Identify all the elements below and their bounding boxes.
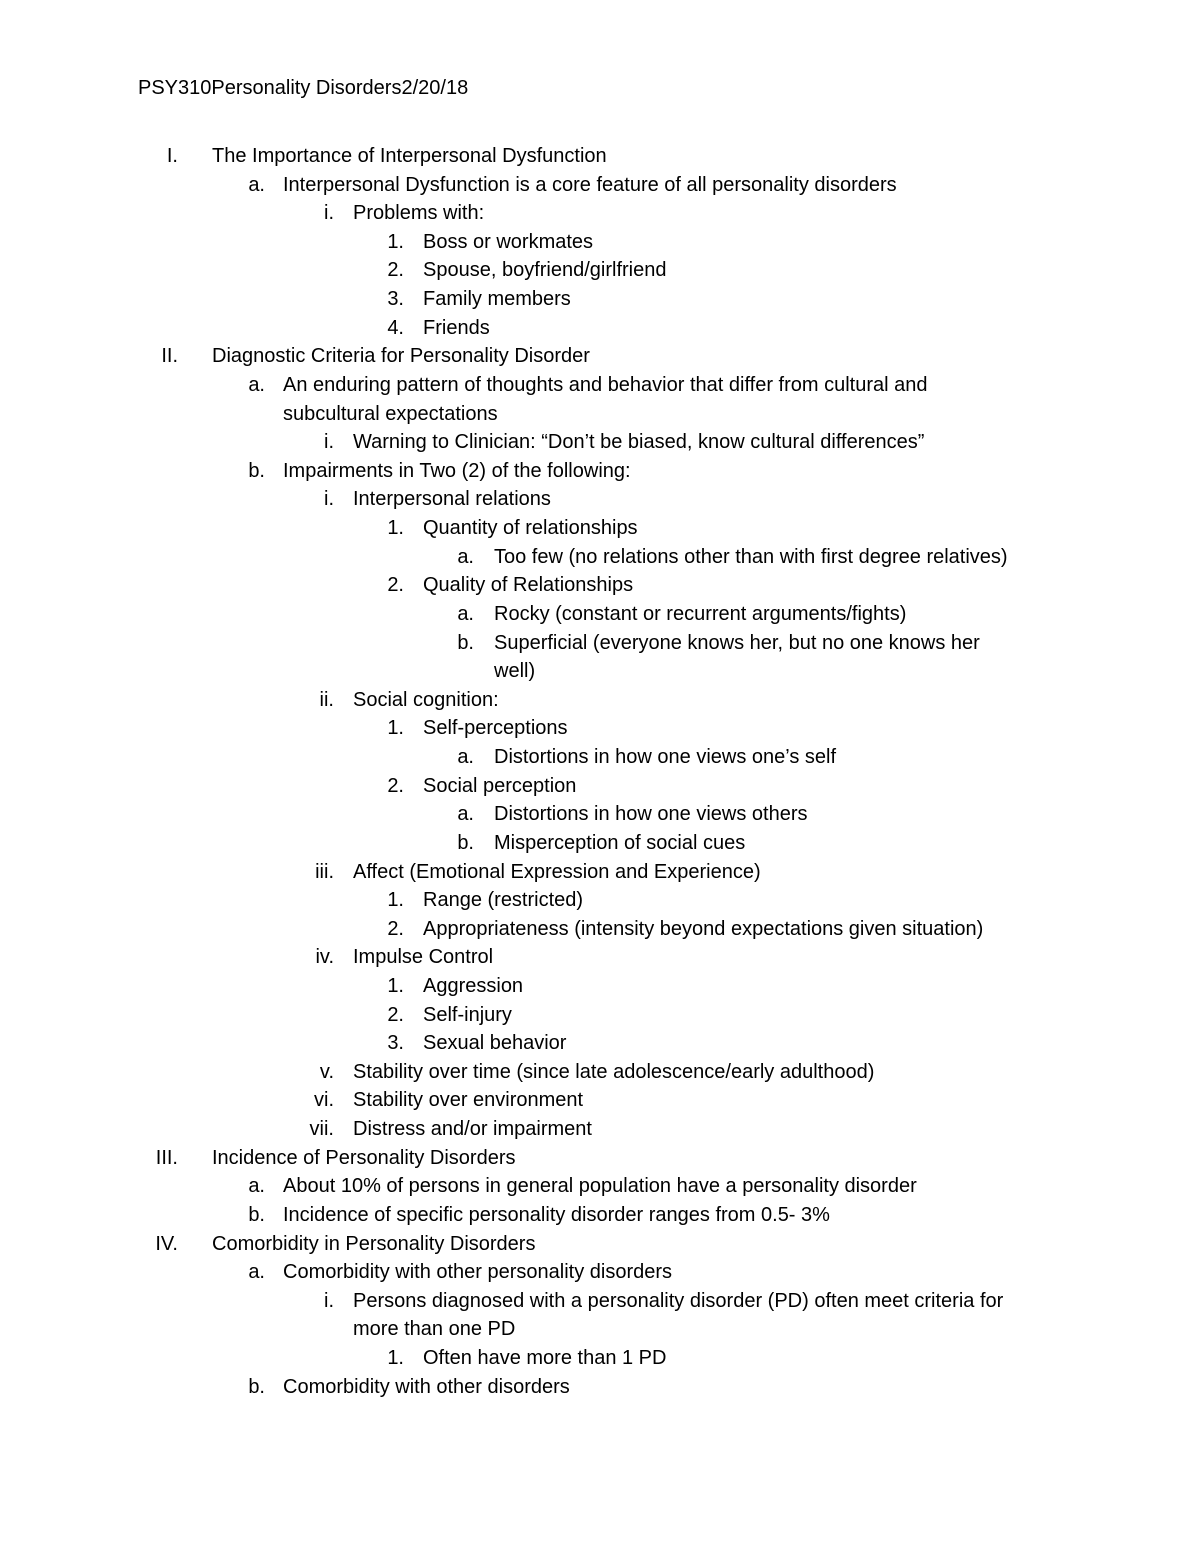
outline-item-level-3 [0,1058,1200,1087]
list-item-text: Persons diagnosed with a personality disorder (PD) often meet criteria for [353,1289,1004,1312]
outline-item-level-4 [0,514,1200,543]
list-marker: 3. [387,1032,404,1055]
list-item-text: Too few (no relations other than with first degree relatives) [494,545,1008,568]
outline-item-level-2 [0,400,1200,429]
outline-item-level-4 [0,256,1200,285]
list-item-text: Quantity of relationships [423,517,638,540]
outline-item-level-1 [0,342,1200,371]
list-marker: I. [166,145,178,167]
outline-item-level-2 [0,1373,1200,1402]
list-item-text: subcultural expectations [283,402,498,425]
list-marker: 1. [387,974,404,997]
list-marker: 1. [387,889,404,912]
outline-item-level-5 [0,800,1200,829]
list-item-text: Self-injury [423,1003,512,1026]
list-item-text: Diagnostic Criteria for Personality Disorder [212,345,590,368]
list-marker: vi. [314,1089,334,1112]
outline-item-level-3 [0,428,1200,457]
list-item-text: Range (restricted) [423,889,584,912]
outline-item-level-4 [0,285,1200,314]
list-item-text: Impairments in Two (2) of the following: [283,459,631,482]
list-item-text: Affect (Emotional Expression and Experience) [353,860,761,883]
outline-item-level-4 [0,772,1200,801]
outline-item-level-4 [0,714,1200,743]
outline-item-level-5 [0,629,1200,658]
outline-item-level-2 [0,371,1200,400]
list-marker: 1. [387,230,404,253]
list-marker: vii. [309,1118,334,1141]
outline-item-level-3 [0,485,1200,514]
list-item-text: Quality of Relationships [423,574,634,597]
outline-item-level-3 [0,1287,1200,1316]
list-item-text: Social cognition: [353,688,499,711]
outline-item-level-3 [0,858,1200,887]
list-item-text: Comorbidity with other disorders [283,1375,570,1398]
outline-item-level-2 [0,1201,1200,1230]
outline-item-level-3 [0,943,1200,972]
list-marker: 2. [387,574,404,597]
list-marker: a. [248,1175,265,1198]
outline-item-level-5 [0,829,1200,858]
list-item-text: more than one PD [353,1318,516,1341]
outline-item-level-1 [0,142,1200,171]
outline-item-level-4 [0,571,1200,600]
list-item-text: Interpersonal Dysfunction is a core feature of all personality disorders [283,173,897,196]
outline-item-level-3 [0,199,1200,228]
outline-item-level-4 [0,915,1200,944]
outline-item-level-5 [0,600,1200,629]
list-marker: II. [161,345,178,368]
list-item-text: Stability over environment [353,1089,584,1112]
list-item-text: Impulse Control [353,946,494,969]
outline-item-level-5 [0,657,1200,686]
list-item-text: Aggression [423,974,524,997]
list-marker: v. [319,1060,334,1083]
list-item-text: Superficial (everyone knows her, but no one knows her [494,631,980,654]
list-item-text: Misperception of social cues [494,831,746,854]
list-marker: iii. [315,860,334,883]
list-item-text: Spouse, boyfriend/girlfriend [423,259,667,282]
list-marker: i. [324,1289,334,1312]
list-marker: 3. [387,288,404,311]
list-item-text: Warning to Clinician: “Don’t be biased, know cultural differences” [353,431,925,454]
list-marker: IV. [155,1232,178,1255]
list-marker: 2. [387,1003,404,1026]
outline-item-level-5 [0,543,1200,572]
outline-item-level-4 [0,1001,1200,1030]
list-item-text: Comorbidity with other personality disorders [283,1261,673,1284]
list-marker: 1. [387,717,404,740]
list-item-text: Self-perceptions [423,717,568,740]
list-item-text: Rocky (constant or recurrent arguments/fights) [494,602,907,625]
outline-item-level-3 [0,1315,1200,1344]
list-marker: 1. [387,517,404,540]
outline-item-level-3 [0,1115,1200,1144]
list-item-text: well) [494,660,536,683]
list-marker: i. [324,202,334,225]
list-marker: a. [248,1261,265,1284]
list-item-text: Distortions in how one views others [494,803,808,826]
outline-item-level-3 [0,1086,1200,1115]
list-item-text: Often have more than 1 PD [423,1347,667,1370]
list-item-text: About 10% of persons in general population have a personality disorder [283,1175,917,1198]
outline-item-level-3 [0,686,1200,715]
list-item-text: The Importance of Interpersonal Dysfunction [212,145,607,167]
list-marker: 1. [387,1347,404,1370]
list-marker: 2. [387,917,404,940]
list-item-text: Incidence of specific personality disorder ranges from 0.5- 3% [283,1203,830,1226]
outline-item-level-2 [0,1258,1200,1287]
list-item-text: Comorbidity in Personality Disorders [212,1232,536,1255]
list-marker: 4. [387,316,404,339]
list-item-text: Distress and/or impairment [353,1118,592,1141]
list-item-text: Interpersonal relations [353,488,551,511]
list-marker: a. [457,803,474,826]
outline-item-level-2 [0,1172,1200,1201]
list-item-text: Distortions in how one views one’s self [494,746,837,769]
outline-item-level-4 [0,886,1200,915]
list-marker: i. [324,488,334,511]
outline-item-level-4 [0,314,1200,343]
outline-item-level-4 [0,1029,1200,1058]
list-marker: b. [457,631,474,654]
outline-item-level-2 [0,171,1200,200]
outline-item-level-4 [0,1344,1200,1373]
list-marker: b. [248,1375,265,1398]
outline-item-level-5 [0,743,1200,772]
list-item-text: Stability over time (since late adolescence/early adulthood) [353,1060,875,1083]
list-item-text: Problems with: [353,202,485,225]
page-header: PSY310Personality Disorders2/20/18 [138,77,469,99]
list-marker: i. [324,431,334,454]
list-marker: b. [248,1203,265,1226]
list-marker: a. [457,746,474,769]
list-item-text: An enduring pattern of thoughts and behavior that differ from cultural and [283,373,928,396]
list-marker: a. [457,545,474,568]
list-marker: a. [457,602,474,625]
list-marker: a. [248,173,265,196]
list-marker: 2. [387,774,404,797]
list-marker: ii. [319,688,334,711]
list-marker: a. [248,373,265,396]
list-marker: iv. [315,946,334,969]
list-item-text: Incidence of Personality Disorders [212,1146,516,1169]
list-item-text: Family members [423,288,571,311]
list-item-text: Appropriateness (intensity beyond expectations given situation) [423,917,984,940]
list-marker: III. [155,1146,178,1169]
list-marker: b. [248,459,265,482]
list-item-text: Friends [423,316,490,339]
list-item-text: Social perception [423,774,577,797]
outline-item-level-4 [0,972,1200,1001]
list-marker: b. [457,831,474,854]
list-marker: 2. [387,259,404,282]
outline-item-level-1 [0,1144,1200,1173]
list-item-text: Sexual behavior [423,1032,567,1055]
list-item-text: Boss or workmates [423,230,594,253]
outline-item-level-1 [0,1230,1200,1259]
outline-item-level-2 [0,457,1200,486]
outline-item-level-4 [0,228,1200,257]
